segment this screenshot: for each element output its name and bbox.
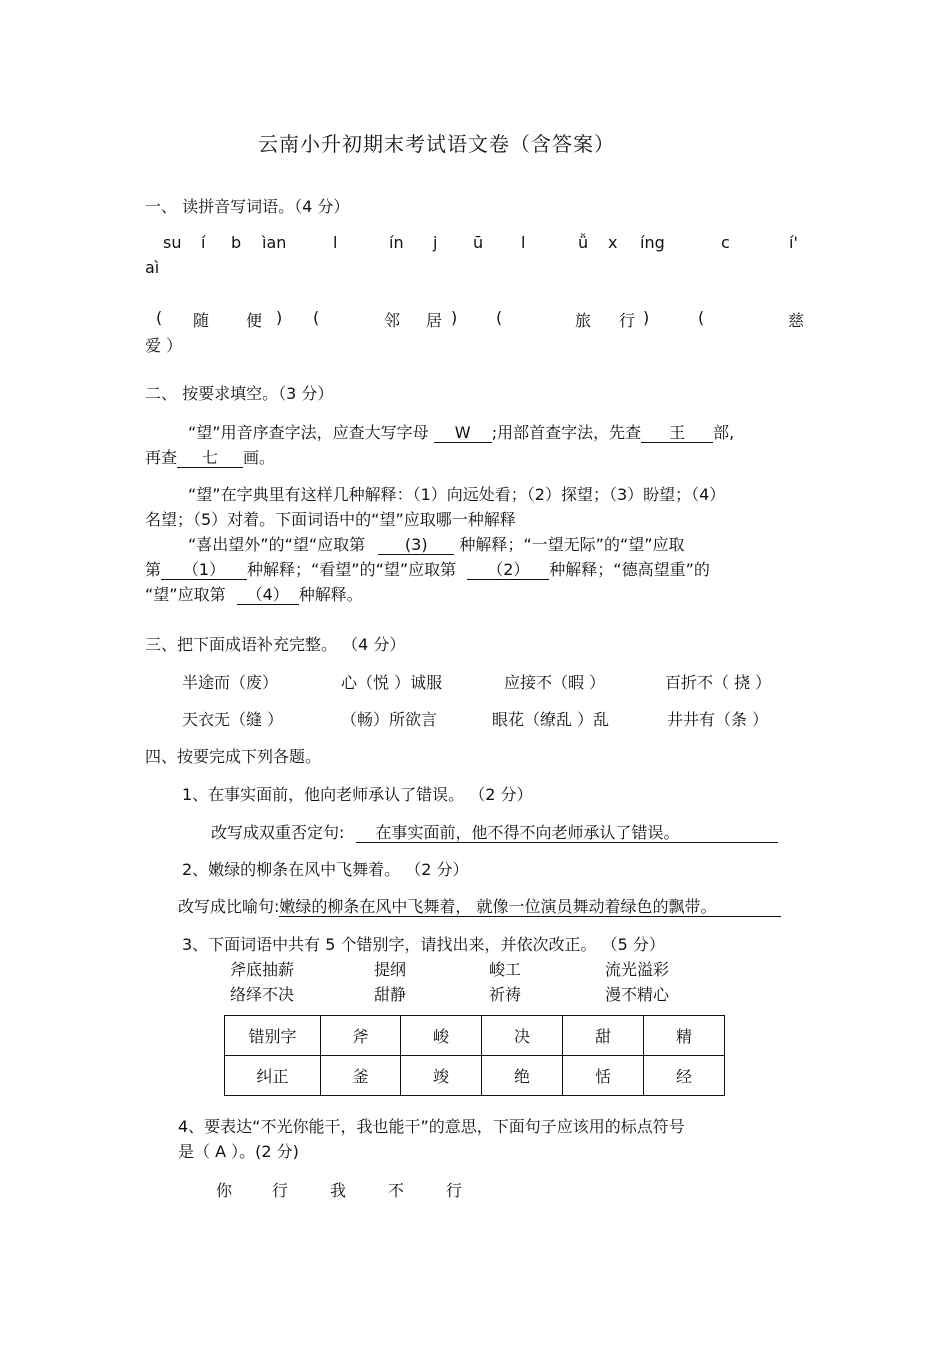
pinyin-syllable: ín: [389, 233, 404, 252]
blank-answer: （4）: [237, 586, 299, 605]
blank-answer: （1）: [161, 561, 247, 580]
section-3-heading: 三、把下面成语补充完整。 （4 分）: [145, 635, 406, 654]
answer-char: 行: [619, 311, 636, 330]
blank-answer: W: [434, 424, 492, 443]
pinyin-syllable: l: [333, 233, 338, 252]
table-cell: 甜: [563, 1016, 644, 1056]
paragraph: [188, 532, 685, 555]
question-3: 3、下面词语中共有 5 个错别字，请找出来，并依次改正。 （5 分）: [182, 935, 665, 954]
section-2-heading: 二、 按要求填空。（3 分）: [145, 384, 334, 403]
pinyin-syllable: í': [789, 233, 798, 252]
sentence-char: 行: [446, 1181, 463, 1200]
table-cell: 精: [644, 1016, 725, 1056]
text: 种解释；“看望”的“望”应取第: [247, 560, 457, 579]
blank-answer: 王: [641, 424, 713, 443]
word: 斧底抽薪: [230, 960, 295, 979]
pinyin-syllable: c: [721, 233, 730, 252]
word: 甜静: [374, 985, 407, 1004]
answer-char: 居: [426, 311, 443, 330]
answer-label: 改写成比喻句:: [178, 897, 280, 916]
idiom: 心（悦 ）诚服: [341, 673, 443, 692]
pinyin-syllable: aì: [145, 258, 160, 277]
table-row: [225, 1056, 725, 1096]
pinyin-syllable: su: [163, 233, 182, 252]
answer-char: 邻: [384, 311, 401, 330]
table-row: [225, 1016, 725, 1056]
answer-char: 爱 ）: [145, 336, 183, 355]
paragraph: [188, 420, 734, 443]
idiom: 百折不（ 挠 ）: [665, 673, 772, 692]
pinyin-syllable: í: [201, 233, 206, 252]
table-cell: 竣: [401, 1056, 482, 1096]
word: 提纲: [374, 960, 407, 979]
paragraph-line: 名望；（5）对着。下面词语中的“望”应取哪一种解释: [145, 510, 516, 529]
table-cell: 斧: [321, 1016, 401, 1056]
idiom: 天衣无（缝 ）: [182, 710, 284, 729]
text: “喜出望外”的“望“应取第: [188, 535, 366, 554]
pinyin-syllable: b: [231, 233, 242, 252]
pinyin-syllable: ǚ: [578, 233, 589, 252]
sentence-char: 你: [216, 1181, 233, 1200]
table-cell: 决: [482, 1016, 563, 1056]
text: 画。: [243, 448, 276, 467]
word: 祈祷: [489, 985, 522, 1004]
table-cell: 错别字: [225, 1016, 321, 1056]
pinyin-syllable: j: [433, 233, 438, 252]
answer-char: 慈: [788, 311, 805, 330]
table-cell: 经: [644, 1056, 725, 1096]
word: 络绎不决: [230, 985, 295, 1004]
text: ;用部首查字法，先查: [491, 423, 642, 442]
pinyin-syllable: íng: [640, 233, 665, 252]
q2-answer-line: [178, 894, 781, 917]
sentence-char: 我: [330, 1181, 347, 1200]
answer-char: (: [313, 308, 320, 327]
idiom: 半途而（废）: [182, 673, 279, 692]
answer-label: 改写成双重否定句:: [211, 823, 345, 842]
answer-char: 随: [193, 311, 210, 330]
answer-char: ): [451, 308, 458, 327]
table-cell: 釜: [321, 1056, 401, 1096]
blank-answer: (3): [378, 536, 454, 555]
paragraph: [145, 582, 363, 605]
sentence-char: 行: [272, 1181, 289, 1200]
question-1: 1、在事实面前，他向老师承认了错误。 （2 分）: [182, 785, 533, 804]
q1-answer-line: [211, 820, 778, 843]
blank-answer: （2）: [467, 561, 549, 580]
table-cell: 峻: [401, 1016, 482, 1056]
text: 种解释。: [298, 585, 363, 604]
idiom: 井井有（条 ）: [667, 710, 769, 729]
text: 再查: [145, 448, 178, 467]
paragraph: [145, 557, 710, 580]
text: 第: [145, 560, 162, 579]
idiom: （畅）所欲言: [341, 710, 438, 729]
pinyin-syllable: ū: [473, 233, 484, 252]
idiom: 眼花（缭乱 ）乱: [492, 710, 610, 729]
section-1-heading: 一、 读拼音写词语。（4 分）: [145, 197, 350, 216]
answer-char: (: [698, 308, 705, 327]
answer-text: 在事实面前，他不得不向老师承认了错误。: [356, 824, 778, 843]
paragraph: [145, 445, 275, 468]
question-2: 2、嫩绿的柳条在风中飞舞着。 （2 分）: [182, 860, 469, 879]
answer-char: (: [156, 308, 163, 327]
idiom: 应接不（暇 ）: [504, 673, 606, 692]
pinyin-syllable: x: [608, 233, 618, 252]
answer-char: 旅: [575, 311, 592, 330]
blank-answer: 七: [177, 449, 243, 468]
answer-char: (: [496, 308, 503, 327]
word: 漫不精心: [605, 985, 670, 1004]
pinyin-syllable: ìan: [262, 233, 287, 252]
table-cell: 绝: [482, 1056, 563, 1096]
word: 流光溢彩: [605, 960, 670, 979]
sentence-char: 不: [388, 1181, 405, 1200]
answer-char: ): [276, 308, 283, 327]
text: 种解释；“德高望重”的: [549, 560, 710, 579]
table-cell: 纠正: [225, 1056, 321, 1096]
page-title: 云南小升初期末考试语文卷（含答案）: [258, 132, 615, 156]
question-4-cont: 是（ A ）。(2 分): [178, 1142, 299, 1161]
answer-text: 嫩绿的柳条在风中飞舞着， 就像一位演员舞动着绿色的飘带。: [279, 898, 781, 917]
table-cell: 恬: [563, 1056, 644, 1096]
text: 种解释；“一望无际”的“望”应取: [459, 535, 685, 554]
text: “望”应取第: [145, 585, 226, 604]
answer-char: 便: [246, 311, 263, 330]
section-4-heading: 四、按要完成下列各题。: [145, 747, 322, 766]
answer-char: ): [643, 308, 650, 327]
correction-table: [224, 1015, 725, 1096]
pinyin-syllable: l: [521, 233, 526, 252]
paragraph-line: “望”在字典里有这样几种解释：（1）向远处看；（2）探望；（3）盼望；（4）: [188, 485, 726, 504]
text: 部,: [713, 423, 735, 442]
text: “望”用音序查字法，应查大写字母: [188, 423, 429, 442]
word: 峻工: [489, 960, 522, 979]
question-4: 4、要表达“不光你能干，我也能干”的意思，下面句子应该用的标点符号: [178, 1117, 685, 1136]
